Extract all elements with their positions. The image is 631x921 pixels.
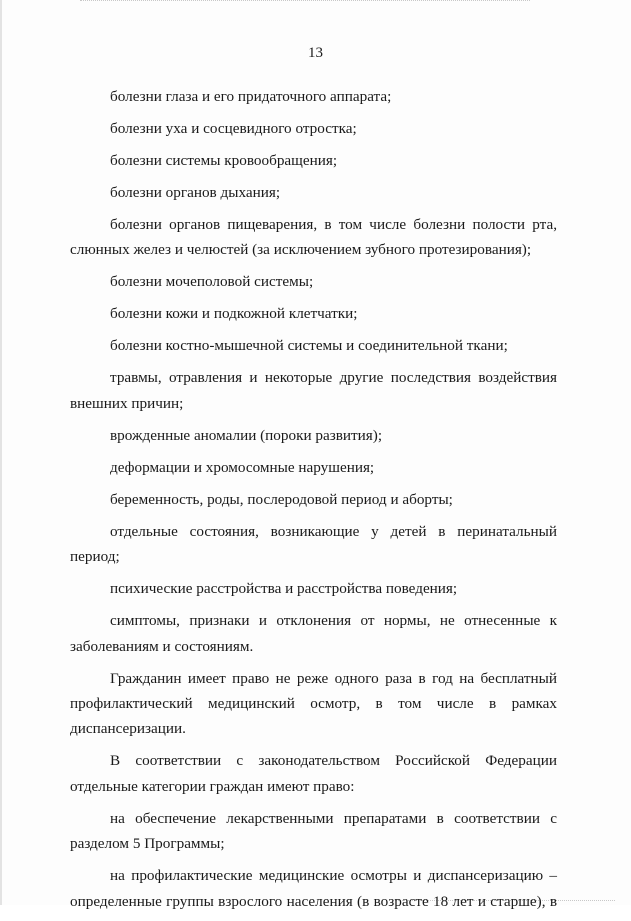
paragraph-line: симптомы, признаки и отклонения от нормы, не отнесенные к [110, 612, 557, 630]
paragraph-line: деформации и хромосомные нарушения; [110, 458, 375, 476]
paragraph-continuation: определенные группы взрослого населения (в возрасте 18 лет и старше), в [70, 892, 557, 910]
paragraph-line: болезни глаза и его придаточного аппарата; [110, 88, 392, 105]
paragraph-continuation: диспансеризации. [70, 720, 186, 738]
paragraph-continuation: профилактический медицинский осмотр, в том числе в рамках [70, 695, 557, 713]
paragraph-continuation: отдельные категории граждан имеют право: [70, 777, 355, 795]
paragraph-continuation: заболеваниям и состояниям. [70, 637, 254, 655]
paragraph-line: болезни органов дыхания; [110, 184, 281, 201]
scan-top-artifact [80, 0, 530, 2]
paragraph-line: болезни кожи и подкожной клетчатки; [110, 305, 358, 323]
paragraph-line: болезни уха и сосцевидного отростка; [110, 120, 357, 137]
paragraph-line: В соответствии с законодательством Российской Федерации [110, 752, 557, 770]
paragraph-continuation: период; [70, 548, 120, 566]
paragraph-line: на профилактические медицинские осмотры и диспансеризацию – [110, 867, 557, 885]
paragraph-line: травмы, отравления и некоторые другие последствия воздействия [110, 369, 557, 387]
document-body [70, 84, 557, 921]
paragraph-continuation: внешних причин; [70, 394, 184, 412]
paragraph-continuation: слюнных желез и челюстей (за исключением зубного протезирования); [70, 241, 532, 259]
paragraph-line: болезни костно-мышечной системы и соединительной ткани; [110, 337, 508, 355]
paragraph-line: болезни мочеполовой системы; [110, 273, 314, 291]
paragraph-line: Гражданин имеет право не реже одного раза в год на бесплатный [110, 669, 557, 687]
paragraph-line: болезни системы кровообращения; [110, 152, 338, 169]
paragraph-line: беременность, роды, послеродовой период и аборты; [110, 490, 453, 508]
paragraph-continuation: разделом 5 Программы; [70, 835, 225, 853]
paragraph-line: врожденные аномалии (пороки развития); [110, 426, 383, 444]
paragraph-line: на обеспечение лекарственными препаратами в соответствии с [110, 809, 557, 827]
page-number: 13 [308, 45, 323, 61]
paragraph-line: психические расстройства и расстройства поведения; [110, 580, 458, 598]
paragraph-line: отдельные состояния, возникающие у детей в перинатальный [110, 522, 557, 540]
paragraph-line: болезни органов пищеварения, в том числе болезни полости рта, [110, 216, 557, 233]
scan-left-edge [0, 0, 2, 905]
